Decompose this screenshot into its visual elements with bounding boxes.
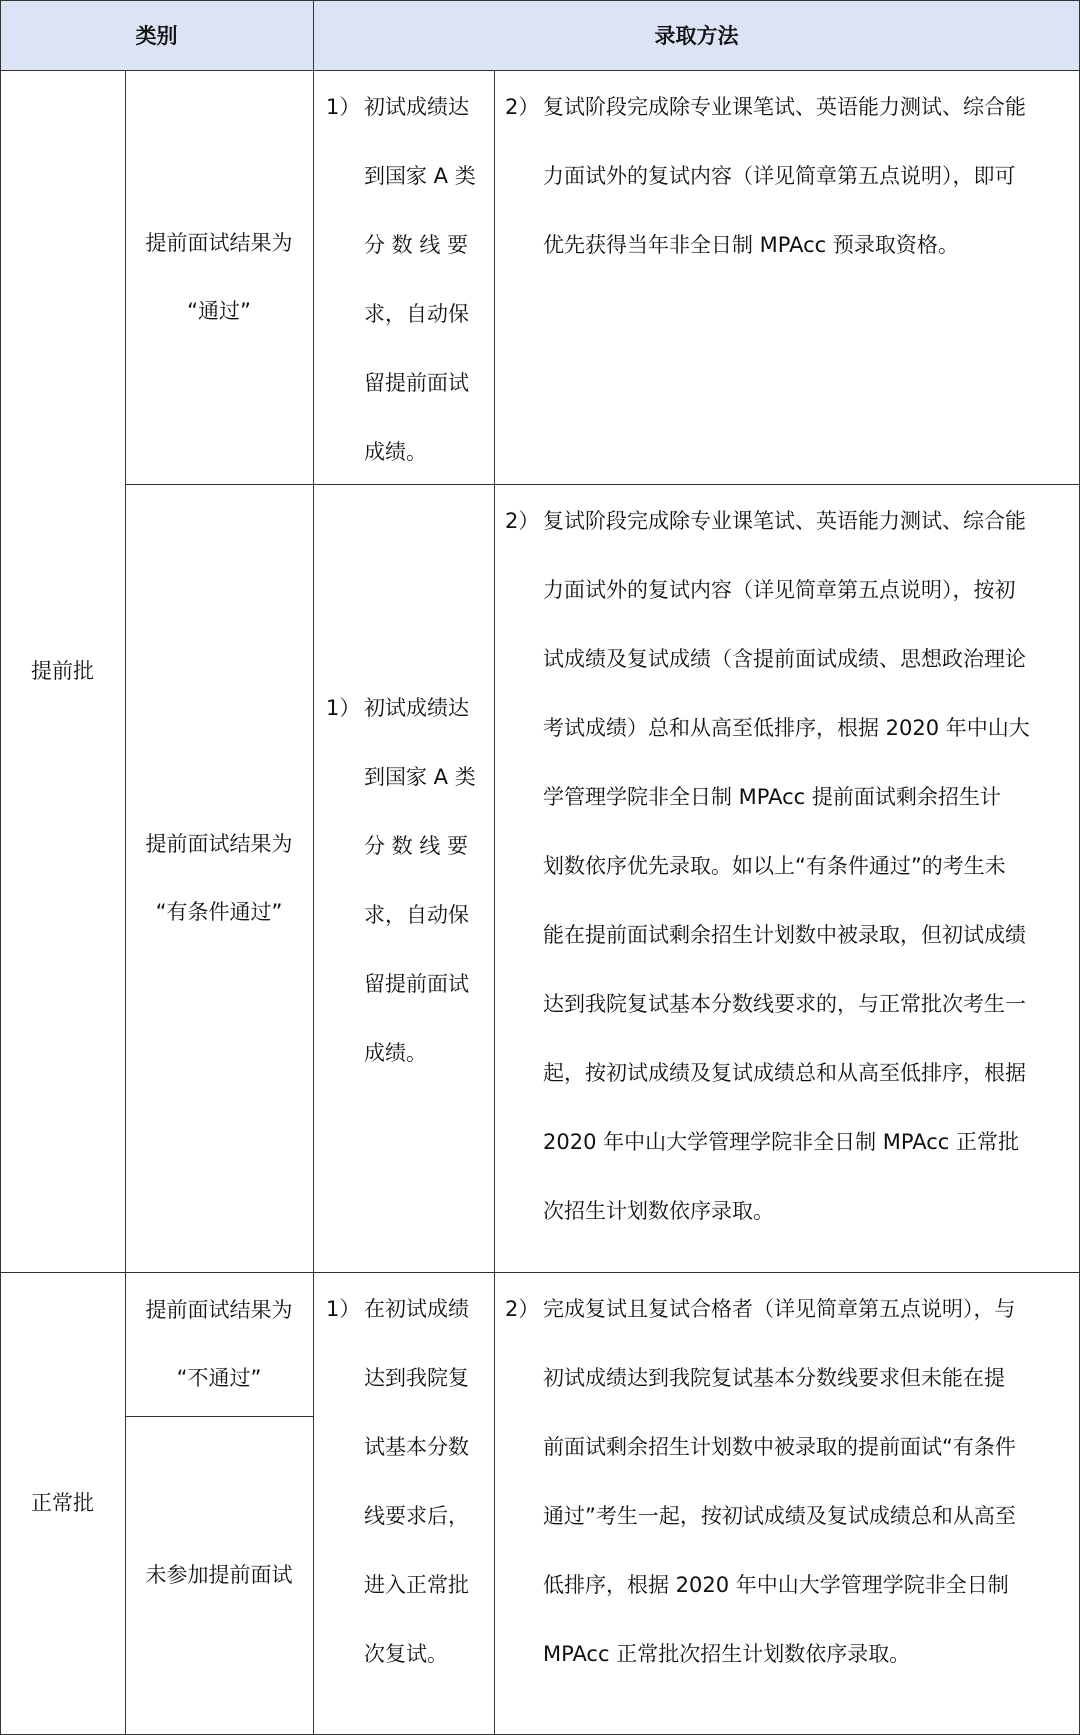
condition-pass: 提前面试结果为 “通过”: [145, 231, 293, 323]
condition-conditional-pass: 提前面试结果为 “有条件通过”: [145, 832, 293, 924]
group-label-regular: 正常批: [31, 1491, 94, 1515]
header-category: 类别: [0, 0, 313, 70]
header-method: 录取方法: [313, 0, 1080, 70]
col-divider-3: [494, 70, 495, 1735]
admission-table: 类别 录取方法 提前批 提前面试结果为 “通过” 1） 初试成绩达 到国家 A 类 分 数 线 要 求，自动保 留提前面试 成绩。 2） 复试阶段完成除专业课笔试、英语能力测试、综合能 力面试外的复试内容（详见简章第五点说明），即可 优先获得当年非全日制 MPAcc 预录取资格。 提前面试结果为 “有条件通过” 1） 初试成绩达 到国家 A 类 分 数 线 要 求，自动保 留提前面试 成绩。 2） 复试阶段完成除专业课笔试、英语能力测试、综合能 力面试外的复试内容（详见简章第五点说明），按初 试成绩及复试成绩（含提前面试成绩、思想政治理论 考试成绩）总和从高至低排序，根据 2020 年中山大 学管理学院非全日制 MPAcc 提前面试剩余招生计 划数依序优先录取。如以上“有条件通过”的考生未 能在提前面试剩余招生计划数中被录取，但初试成绩 达到我院复试基本分数线要求的，与正常批次考生一 起，按初试成绩及复试成绩总和从高至低排序，根据 2020 年中山大学管理学院非全日制 MPAcc 正常批 次招生计划数依序录取。 正常批 提前面试结果为 “不通过” 未参加提前面试 1） 在初试成绩 达到我院复 试基本分数 线要求后， 进入正常批 次复试。 2） 完成复试且复试合格者（详见简章第五点说明），与 初试成绩达到我院复试基本分数线要求但未能在提 前面试剩余招生计划数中被录取的提前面试“有条件 通过”考生一起，按初试成绩及复试成绩总和从高至 低排序，根据 2020 年中山大学管理学院非全日制 MPAcc 正常批次招生计划数依序录取。: [0, 0, 1080, 1735]
col-divider-2: [313, 0, 314, 1735]
table-border-top: [0, 0, 1080, 1]
group-label-early: 提前批: [31, 659, 94, 683]
condition-not-attended: 未参加提前面试: [145, 1563, 293, 1587]
condition-fail: 提前面试结果为 “不通过”: [145, 1298, 293, 1390]
